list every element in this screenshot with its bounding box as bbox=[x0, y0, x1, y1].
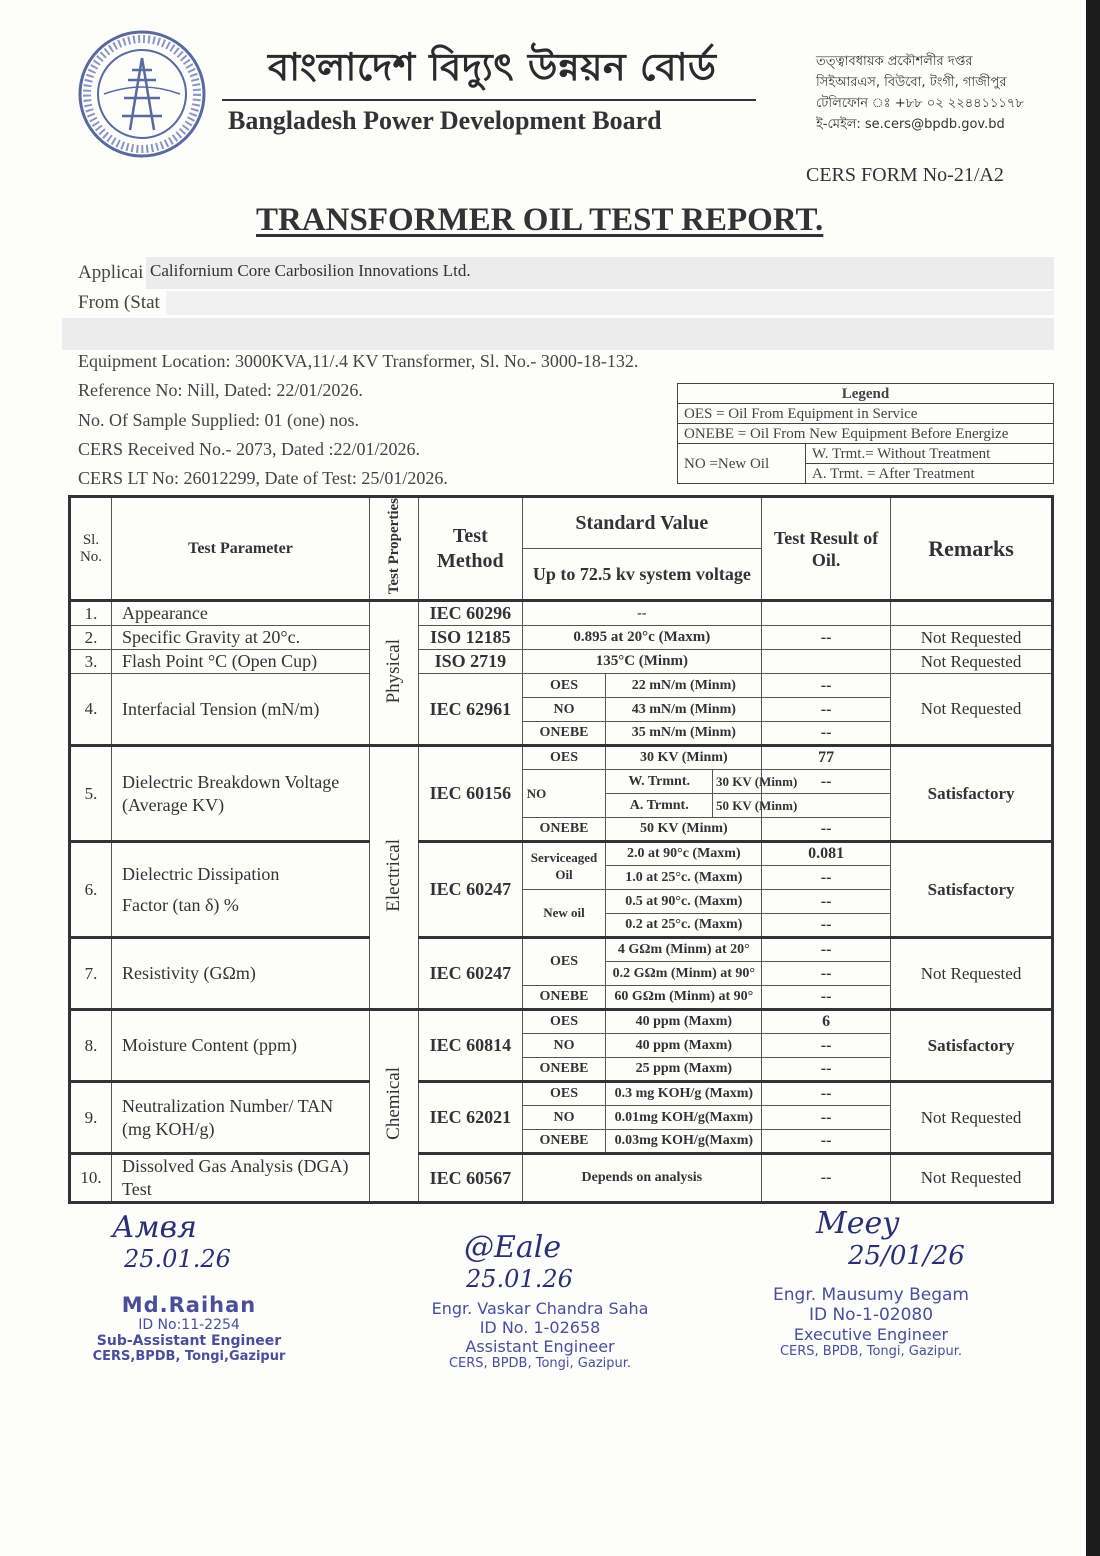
office-address: তত্ত্বাবধায়ক প্রকৌশলীর দপ্তর সিইআরএস, বিউবো, টংগী, গাজীপুর টেলিফোন ঃ +৮৮ ০২ ২২৪৪১১১৭৮ ই-মেইল: se.cers@bpdb.gov.bd bbox=[816, 54, 1024, 132]
table-row: 0.2 GΩm (Minm) at 90° -- bbox=[70, 962, 1053, 986]
signer-id: ID No-1-02080 bbox=[808, 1305, 934, 1325]
sample-supplied: No. Of Sample Supplied: 01 (one) nos. bbox=[78, 410, 359, 430]
signer-name: Md.Raihan bbox=[121, 1293, 257, 1317]
english-title: Bangladesh Power Development Board bbox=[228, 106, 662, 135]
equipment-location: Equipment Location: 3000KVA,11/.4 KV Transformer, Sl. No.- 3000-18-132. bbox=[78, 351, 639, 371]
signer-id: ID No:11-2254 bbox=[138, 1317, 240, 1333]
applicant-label: Applicai bbox=[78, 262, 144, 283]
from-label: From (Stat bbox=[78, 292, 160, 313]
table-row: NO 43 mN/m (Minm) -- bbox=[70, 698, 1053, 722]
table-row: ONEBE 0.03mg KOH/g(Maxm) -- bbox=[70, 1130, 1053, 1154]
table-row: 8. Moisture Content (ppm) Chemical IEC 60814 OES 40 ppm (Maxm) 6 Satisfactory bbox=[70, 1010, 1053, 1034]
col-props: Test Properties bbox=[369, 497, 418, 601]
legend-wtrmt: W. Trmt.= Without Treatment bbox=[806, 444, 1054, 464]
header-rule bbox=[222, 99, 756, 101]
table-row: 7. Resistivity (GΩm) IEC 60247 OES 4 GΩm (Minm) at 20° -- Not Requested bbox=[70, 938, 1053, 962]
legend-no: NO =New Oil bbox=[678, 444, 806, 484]
table-row: ONEBE 35 mN/m (Minm) -- bbox=[70, 722, 1053, 746]
bpdb-logo bbox=[78, 30, 206, 158]
legend-box bbox=[677, 383, 1054, 484]
signer-name: Engr. Vaskar Chandra Saha bbox=[431, 1299, 649, 1318]
table-row: ONEBE 60 GΩm (Minm) at 90° -- bbox=[70, 986, 1053, 1010]
signature-block-1 bbox=[84, 1210, 294, 1364]
table-row: 2. Specific Gravity at 20°c. ISO 12185 0.895 at 20°c (Maxm) -- Not Requested bbox=[70, 626, 1053, 650]
col-method: Test Method bbox=[419, 497, 522, 601]
redacted-band bbox=[166, 291, 1054, 315]
table-row: ONEBE 25 ppm (Maxm) -- bbox=[70, 1058, 1053, 1082]
prop-chemical: Chemical bbox=[369, 1010, 418, 1203]
handwritten-signature: Амвя bbox=[112, 1210, 197, 1245]
signer-name: Engr. Mausumy Begam bbox=[773, 1285, 969, 1305]
signer-id: ID No. 1-02658 bbox=[479, 1318, 601, 1337]
col-result: Test Result of Oil. bbox=[762, 497, 891, 601]
redacted-band bbox=[62, 318, 1054, 350]
test-results-table bbox=[68, 495, 1054, 1204]
signer-title: Sub-Assistant Engineer bbox=[96, 1333, 282, 1349]
legend-title: Legend bbox=[678, 384, 1054, 404]
bengali-title: বাংলাদেশ বিদ্যুৎ উন্নয়ন বোর্ড bbox=[268, 45, 717, 89]
signer-office: CERS, BPDB, Tongi, Gazipur. bbox=[779, 1344, 963, 1359]
signer-office: CERS, BPDB, Tongi, Gazipur. bbox=[448, 1356, 632, 1371]
table-row: New oil 0.5 at 90°c. (Maxm) -- bbox=[70, 890, 1053, 914]
signature-date: 25/01/26 bbox=[848, 1241, 965, 1271]
table-row: 0.2 at 25°c. (Maxm) -- bbox=[70, 914, 1053, 938]
table-row: 5. Dielectric Breakdown Voltage (Average KV) Electrical IEC 60156 OES 30 KV (Minm) 77 Satisfactory bbox=[70, 746, 1053, 770]
signer-title: Executive Engineer bbox=[793, 1325, 949, 1344]
form-number: CERS FORM No-21/A2 bbox=[806, 164, 1004, 186]
signature-date: 25.01.26 bbox=[124, 1245, 231, 1273]
signer-office: CERS,BPDB, Tongi,Gazipur bbox=[92, 1349, 286, 1364]
table-row: NO 0.01mg KOH/g(Maxm) -- bbox=[70, 1106, 1053, 1130]
col-sl: Sl. No. bbox=[70, 497, 112, 601]
legend-atrmt: A. Trmt. = After Treatment bbox=[806, 464, 1054, 484]
table-row: 9. Neutralization Number/ TAN (mg KOH/g) IEC 62021 OES 0.3 mg KOH/g (Maxm) -- Not Requested bbox=[70, 1082, 1053, 1106]
table-row: NO 40 ppm (Maxm) -- bbox=[70, 1034, 1053, 1058]
table-row: 1.0 at 25°c. (Maxm) -- bbox=[70, 866, 1053, 890]
table-row: 10. Dissolved Gas Analysis (DGA) Test IEC 60567 Depends on analysis -- Not Requested bbox=[70, 1154, 1053, 1203]
table-row: NO W. Trmnt. 30 KV (Minm) -- bbox=[70, 770, 1053, 794]
lt-no: CERS LT No: 26012299, Date of Test: 25/01/2026. bbox=[78, 468, 448, 488]
report-title: TRANSFORMER OIL TEST REPORT. bbox=[256, 202, 824, 238]
table-row: ONEBE 50 KV (Minm) -- bbox=[70, 818, 1053, 842]
table-row: 4. Interfacial Tension (mN/m) IEC 62961 OES 22 mN/m (Minm) -- Not Requested bbox=[70, 674, 1053, 698]
signature-block-3 bbox=[768, 1206, 974, 1359]
signature-block-2 bbox=[422, 1230, 658, 1371]
handwritten-signature: Meey bbox=[816, 1206, 900, 1241]
col-standard: Standard Value bbox=[522, 497, 762, 549]
scan-edge bbox=[1086, 0, 1100, 1556]
table-row: 1. Appearance Physical IEC 60296 -- bbox=[70, 601, 1053, 626]
table-row: A. Trmnt. 50 KV (Minm) bbox=[70, 794, 1053, 818]
handwritten-signature: @Eale bbox=[464, 1230, 562, 1265]
received-no: CERS Received No.- 2073, Dated :22/01/2026. bbox=[78, 439, 420, 459]
prop-electrical: Electrical bbox=[369, 746, 418, 1010]
applicant-name: Californium Core Carbosilion Innovations Ltd. bbox=[150, 261, 471, 280]
legend-onebe: ONEBE = Oil From New Equipment Before Energize bbox=[678, 424, 1054, 444]
col-param: Test Parameter bbox=[111, 497, 369, 601]
signature-date: 25.01.26 bbox=[466, 1265, 573, 1293]
prop-physical: Physical bbox=[369, 601, 418, 746]
table-row: 3. Flash Point °C (Open Cup) ISO 2719 135°C (Minm) Not Requested bbox=[70, 650, 1053, 674]
legend-oes: OES = Oil From Equipment in Service bbox=[678, 404, 1054, 424]
col-remarks: Remarks bbox=[891, 497, 1053, 601]
table-row: 6. Dielectric Dissipation Factor (tan δ) % IEC 60247 Serviceaged Oil 2.0 at 90°c (Maxm) 0.081 Satisfactory bbox=[70, 842, 1053, 866]
signer-title: Assistant Engineer bbox=[465, 1337, 615, 1356]
col-standard-sub: Up to 72.5 kv system voltage bbox=[522, 549, 762, 601]
reference-no: Reference No: Nill, Dated: 22/01/2026. bbox=[78, 380, 363, 400]
